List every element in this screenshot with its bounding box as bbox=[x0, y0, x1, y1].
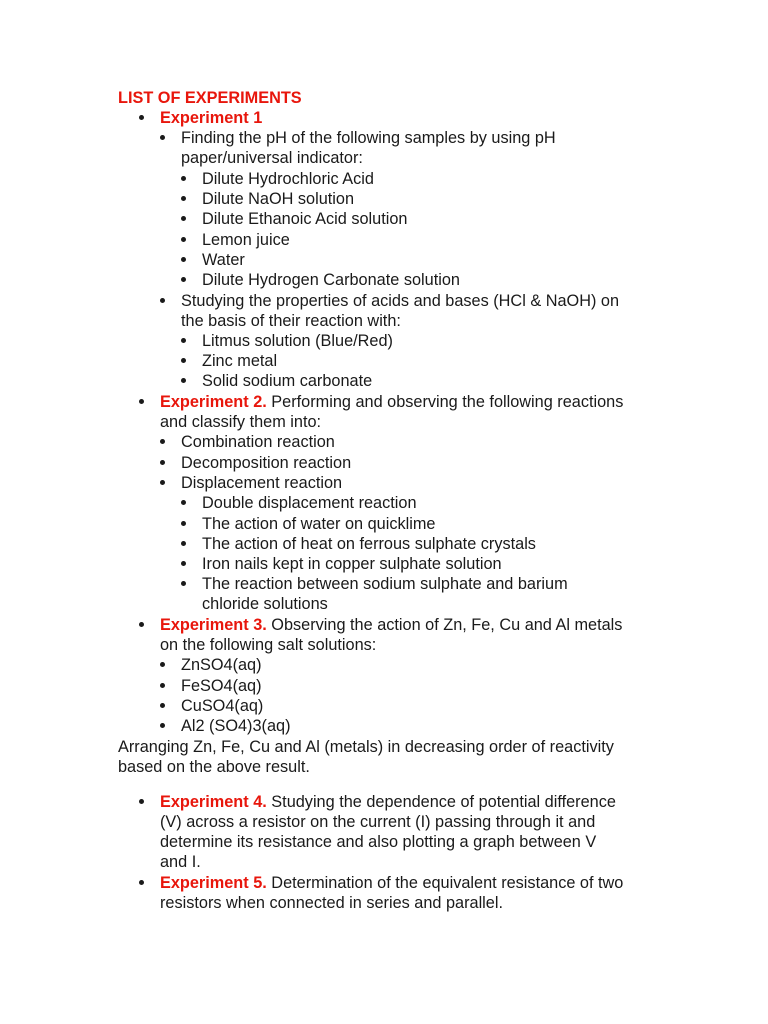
list-item: Displacement reaction bbox=[181, 474, 343, 492]
bullet bbox=[160, 480, 165, 485]
bullet bbox=[181, 277, 186, 282]
bullet bbox=[139, 622, 144, 627]
list-item: Iron nails kept in copper sulphate solution bbox=[202, 555, 502, 573]
bullet bbox=[160, 460, 165, 465]
experiment-4-line1 bbox=[160, 792, 616, 812]
exp1-sub1-line1: Finding the pH of the following samples by using pH bbox=[181, 129, 556, 147]
list-item: Litmus solution (Blue/Red) bbox=[202, 332, 393, 350]
experiment-4-line2: (V) across a resistor on the current (I) passing through it and bbox=[160, 813, 596, 831]
list-item: CuSO4(aq) bbox=[181, 697, 264, 715]
experiment-2-label: Experiment 2. bbox=[160, 393, 267, 411]
experiment-2-text: Performing and observing the following reactions bbox=[266, 393, 624, 411]
list-item: Dilute Hydrochloric Acid bbox=[202, 170, 374, 188]
exp1-sub2-line2: the basis of their reaction with: bbox=[181, 312, 401, 330]
bullet bbox=[139, 880, 144, 885]
experiment-5-line2: resistors when connected in series and parallel. bbox=[160, 894, 503, 912]
bullet bbox=[160, 703, 165, 708]
exp1-sub2-line1: Studying the properties of acids and bases (HCl & NaOH) on bbox=[181, 292, 620, 310]
reactivity-note-line2: based on the above result. bbox=[118, 758, 310, 776]
list-item: Dilute Hydrogen Carbonate solution bbox=[202, 271, 460, 289]
experiment-2-line2: and classify them into: bbox=[160, 413, 322, 431]
list-item: FeSO4(aq) bbox=[181, 677, 262, 695]
bullet bbox=[160, 662, 165, 667]
list-item: Dilute Ethanoic Acid solution bbox=[202, 210, 408, 228]
experiment-3-label: Experiment 3. bbox=[160, 616, 267, 634]
bullet bbox=[160, 298, 165, 303]
bullet bbox=[181, 237, 186, 242]
bullet bbox=[181, 176, 186, 181]
bullet bbox=[181, 338, 186, 343]
list-item: The reaction between sodium sulphate and barium bbox=[202, 575, 568, 593]
list-item-continuation: chloride solutions bbox=[202, 595, 328, 613]
exp1-sub1-line2: paper/universal indicator: bbox=[181, 149, 363, 167]
list-item: The action of heat on ferrous sulphate crystals bbox=[202, 535, 536, 553]
bullet bbox=[160, 439, 165, 444]
experiment-4-line3: determine its resistance and also plotting a graph between V bbox=[160, 833, 597, 851]
experiment-5-label: Experiment 5. bbox=[160, 874, 267, 892]
bullet bbox=[160, 683, 165, 688]
list-item: Zinc metal bbox=[202, 352, 278, 370]
list-item: The action of water on quicklime bbox=[202, 515, 436, 533]
list-item: Solid sodium carbonate bbox=[202, 372, 373, 390]
bullet bbox=[181, 378, 186, 383]
bullet bbox=[139, 399, 144, 404]
experiment-1-heading: Experiment 1 bbox=[160, 109, 263, 127]
experiment-2-line1 bbox=[160, 392, 623, 412]
experiment-4-label: Experiment 4. bbox=[160, 793, 267, 811]
bullet bbox=[181, 196, 186, 201]
bullet bbox=[160, 723, 165, 728]
bullet bbox=[181, 216, 186, 221]
bullet bbox=[181, 581, 186, 586]
reactivity-note-line1: Arranging Zn, Fe, Cu and Al (metals) in decreasing order of reactivity bbox=[118, 738, 614, 756]
bullet bbox=[139, 115, 144, 120]
bullet bbox=[181, 521, 186, 526]
list-item: Combination reaction bbox=[181, 433, 335, 451]
experiment-4-text: Studying the dependence of potential difference bbox=[266, 793, 616, 811]
experiment-3-line1 bbox=[160, 615, 622, 635]
list-item: Double displacement reaction bbox=[202, 494, 417, 512]
list-item: Al2 (SO4)3(aq) bbox=[181, 717, 291, 735]
page-title: LIST OF EXPERIMENTS bbox=[118, 89, 302, 107]
bullet bbox=[139, 799, 144, 804]
list-item: ZnSO4(aq) bbox=[181, 656, 262, 674]
bullet bbox=[160, 135, 165, 140]
experiment-3-text: Observing the action of Zn, Fe, Cu and Al metals bbox=[266, 616, 623, 634]
bullet bbox=[181, 561, 186, 566]
bullet bbox=[181, 500, 186, 505]
experiment-3-line2: on the following salt solutions: bbox=[160, 636, 377, 654]
bullet bbox=[181, 541, 186, 546]
experiment-5-line1 bbox=[160, 873, 623, 893]
list-item: Dilute NaOH solution bbox=[202, 190, 355, 208]
experiment-4-line4: and I. bbox=[160, 853, 201, 871]
bullet bbox=[181, 358, 186, 363]
experiment-5-text: Determination of the equivalent resistance of two bbox=[266, 874, 624, 892]
list-item: Lemon juice bbox=[202, 231, 290, 249]
bullet bbox=[181, 257, 186, 262]
list-item: Decomposition reaction bbox=[181, 454, 352, 472]
list-item: Water bbox=[202, 251, 245, 269]
